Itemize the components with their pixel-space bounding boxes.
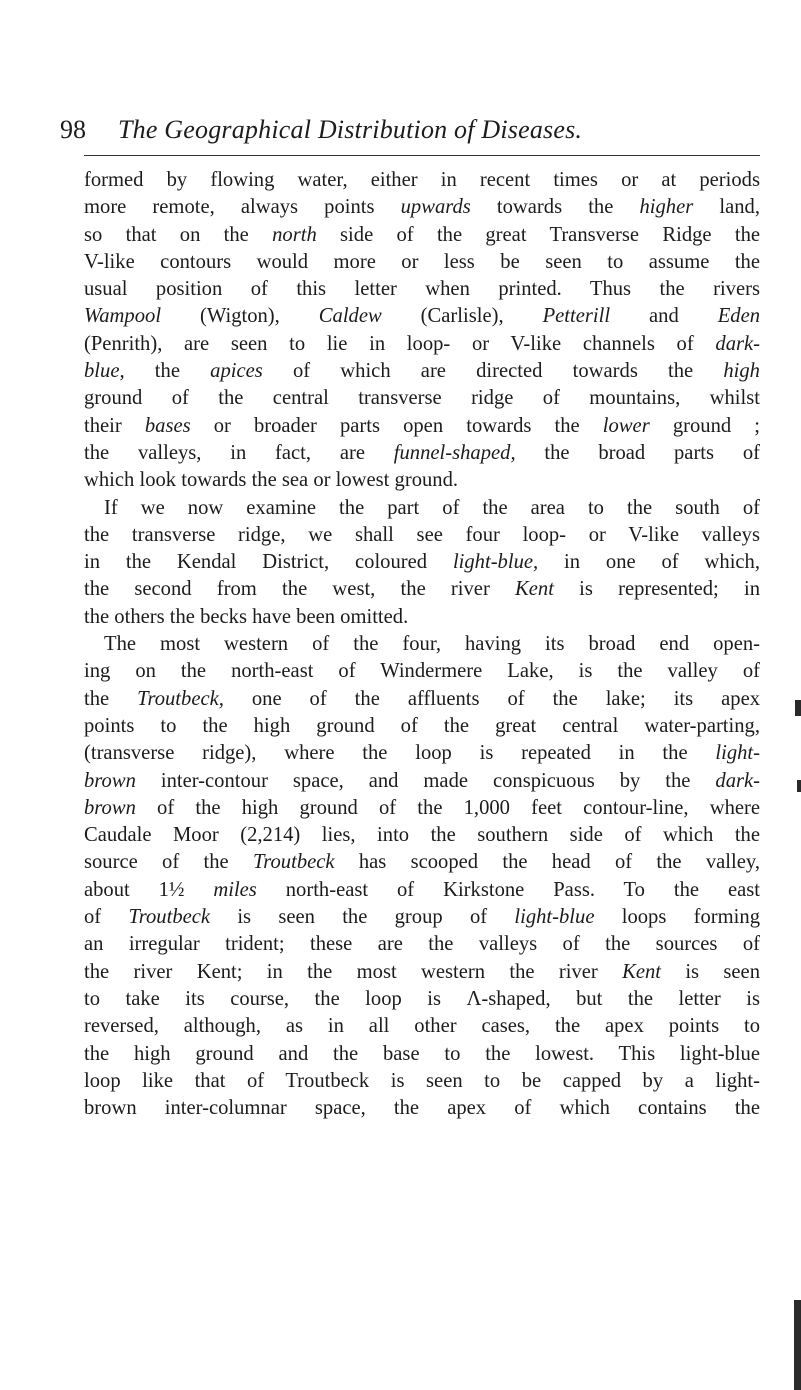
text-span: the second from the west, the river [84,578,516,601]
text-line [84,1041,760,1068]
text-span: The most western of the four, having its broad end open- [104,633,760,656]
text-span: the [84,687,138,710]
text-span: is seen [661,960,760,983]
body-text [84,167,760,1122]
text-span: (Carlisle), [381,305,543,328]
text-line [84,576,760,603]
text-line [84,849,760,876]
italic-text: miles [213,878,257,901]
page-edge-mark [794,1300,801,1390]
text-line [84,303,760,330]
text-span: the river Kent; in the most western the river [84,960,623,983]
text-span: source of the [84,851,253,874]
text-line [84,413,760,440]
running-title: The Geographical Distribution of Diseases. [118,115,583,144]
text-span: the others the becks have been omitted. [84,605,409,628]
text-span: the transverse ridge, we shall see four loop- or V-like valleys [84,523,760,546]
text-span: is represented; in [553,578,760,601]
text-span: towards the [470,196,640,219]
text-line [84,495,760,522]
italic-text: Caldew [318,305,382,328]
text-line [84,440,760,467]
italic-text: light- [715,742,760,765]
italic-text: dark- [715,332,760,355]
text-line [84,1095,760,1122]
header-rule [84,155,760,156]
text-line [84,1068,760,1095]
text-span: in one of which, [538,551,761,574]
text-span: in the Kendal District, coloured [84,551,453,574]
text-span: the high ground and the base to the lowest. This light-blue [84,1042,760,1065]
text-span: land, [693,196,760,219]
italic-text: north [272,223,317,246]
text-span: which look towards the sea or lowest ground. [84,469,459,492]
text-span: If we now examine the part of the area to the south of [104,496,760,519]
text-span: north-east of Kirkstone Pass. To the east [256,878,760,901]
italic-text: Troutbeck [252,851,335,874]
italic-text: blue, [84,360,125,383]
text-span: is seen the group of [210,906,515,929]
text-line [84,549,760,576]
italic-text: brown [84,769,136,792]
italic-text: higher [639,196,694,219]
text-span: and [610,305,718,328]
text-span: the valleys, in fact, are [84,441,394,464]
italic-text: high [723,360,760,383]
italic-text: dark- [715,769,760,792]
text-line [84,358,760,385]
text-span: ground of the central transverse ridge of mountains, whilst [84,387,760,410]
text-span: (Penrith), are seen to lie in loop- or V-like channels of [84,332,716,355]
text-span: points to the high ground of the great central water-parting, [84,714,760,737]
text-span: inter-contour space, and made conspicuous by the [135,769,716,792]
page-edge-mark [795,700,801,716]
text-line [84,604,760,631]
text-span: V-like contours would more or less be seen to assume the [84,250,760,273]
text-span: of the high ground of the 1,000 feet contour-line, where [135,796,760,819]
text-span: or broader parts open towards the [190,414,603,437]
text-line [84,194,760,221]
text-line [84,631,760,658]
text-span: brown inter-columnar space, the apex of which contains the [84,1097,760,1120]
text-span: (Wigton), [161,305,319,328]
text-line [84,385,760,412]
page-number: 98 [60,115,86,144]
text-line [84,249,760,276]
text-line [84,1013,760,1040]
text-line [84,986,760,1013]
text-span: has scooped the head of the valley, [334,851,760,874]
text-line [84,331,760,358]
text-span: the broad parts of [515,441,760,464]
text-line [84,658,760,685]
text-span: their [84,414,145,437]
text-line [84,795,760,822]
text-line [84,877,760,904]
text-line [84,931,760,958]
text-span: the [124,360,211,383]
text-span: loop like that of Troutbeck is seen to be capped by a light- [84,1069,760,1092]
text-span: ing on the north-east of Windermere Lake, is the valley of [84,660,760,683]
italic-text: apices [210,360,263,383]
running-head [60,112,760,148]
italic-text: Kent [622,960,661,983]
text-line [84,167,760,194]
text-span: Caudale Moor (2,214) lies, into the southern side of which the [84,824,760,847]
text-line [84,522,760,549]
italic-text: funnel-shaped, [393,441,516,464]
text-span: to take its course, the loop is Λ-shaped, but the letter is [84,987,760,1010]
text-line [84,686,760,713]
page-edge-mark [797,780,801,792]
text-line [84,904,760,931]
italic-text: Eden [717,305,761,328]
text-span: (transverse ridge), where the loop is repeated in the [84,742,716,765]
text-line [84,768,760,795]
italic-text: Kent [515,578,554,601]
text-line [84,276,760,303]
italic-text: bases [144,414,191,437]
text-span: an irregular trident; these are the valleys of the sources of [84,933,760,956]
italic-text: upwards [400,196,471,219]
text-line [84,822,760,849]
italic-text: lower [602,414,650,437]
text-span: one of the affluents of the lake; its apex [223,687,761,710]
text-span: side of the great Transverse Ridge the [316,223,761,246]
italic-text: Troutbeck, [137,687,224,710]
text-span: of [84,906,129,929]
italic-text: light-blue, [452,551,539,574]
italic-text: Wampool [84,305,162,328]
text-span: so that on the [84,223,273,246]
text-span: usual position of this letter when printed. Thus the rivers [84,278,760,301]
text-span: more remote, always points [84,196,401,219]
italic-text: brown [84,796,136,819]
text-span: reversed, although, as in all other cases, the apex points to [84,1015,760,1038]
text-span: ground ; [649,414,760,437]
text-line [84,713,760,740]
italic-text: Petterill [542,305,611,328]
text-line [84,959,760,986]
text-span: formed by flowing water, either in recent times or at periods [84,169,760,191]
text-line [84,222,760,249]
text-line [84,740,760,767]
text-span: loops forming [594,906,760,929]
italic-text: light-blue [514,906,595,929]
italic-text: Troutbeck [128,906,211,929]
text-line [84,467,760,494]
text-span: of which are directed towards the [262,360,724,383]
text-span: about 1½ [84,878,214,901]
